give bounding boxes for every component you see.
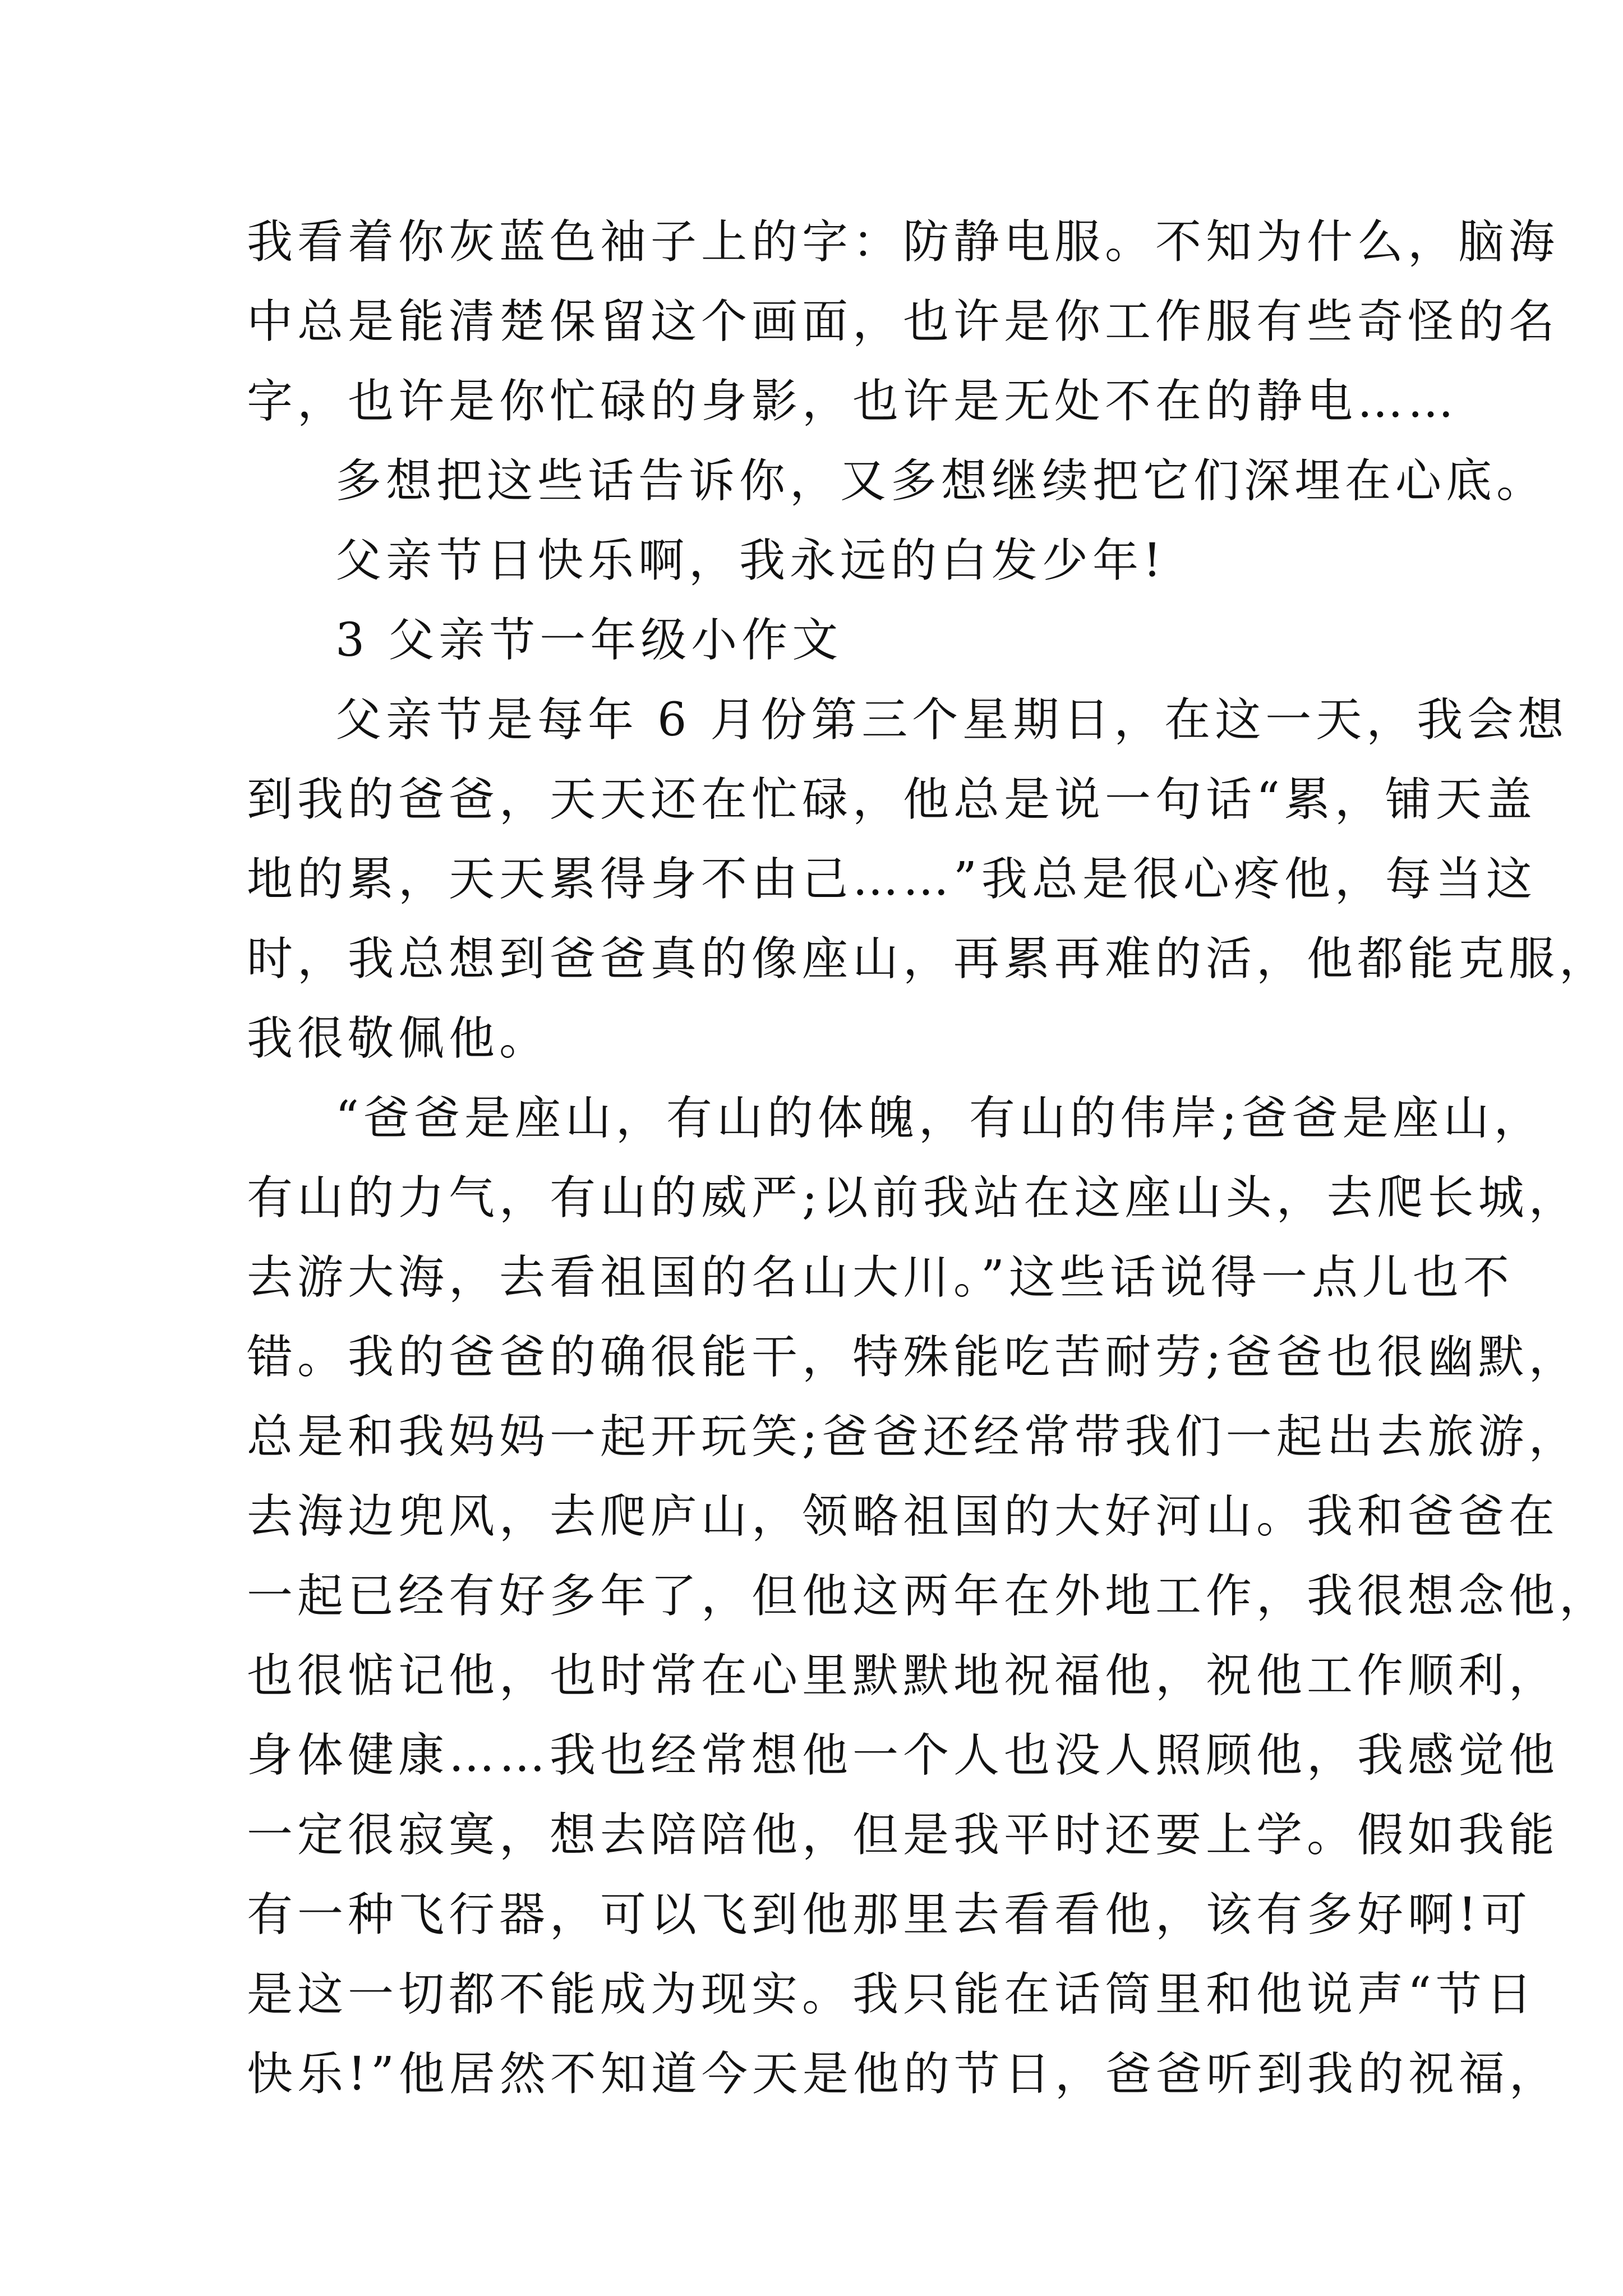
text-line: 多想把这些话告诉你，又多想继续把它们深埋在心底。 xyxy=(335,454,1547,508)
text-line: 有一种飞行器，可以飞到他那里去看看他，该有多好啊!可 xyxy=(247,1888,1532,1941)
text-line: “爸爸是座山，有山的体魄，有山的伟岸;爸爸是座山， xyxy=(335,1092,1544,1145)
text-line: 是这一切都不能成为现实。我只能在话筒里和他说声“节日 xyxy=(247,1968,1537,2021)
text-line: 父亲节日快乐啊，我永远的白发少年! xyxy=(335,534,1166,587)
text-line: 有山的力气，有山的威严;以前我站在这座山头，去爬长城， xyxy=(247,1171,1579,1225)
text-line: 错。我的爸爸的确很能干，特殊能吃苦耐劳;爸爸也很幽默， xyxy=(247,1331,1579,1384)
section-heading: 3 父亲节一年级小作文 xyxy=(335,614,843,667)
text-line: 时，我总想到爸爸真的像座山，再累再难的活，他都能克服， xyxy=(247,932,1610,986)
text-line: 身体健康……我也经常想他一个人也没人照顾他，我感觉他 xyxy=(247,1729,1560,1782)
text-line: 字，也许是你忙碌的身影，也许是无处不在的静电…… xyxy=(247,375,1459,428)
text-line: 我很敬佩他。 xyxy=(247,1012,550,1065)
text-line: 去游大海，去看祖国的名山大川。”这些话说得一点儿也不 xyxy=(247,1251,1514,1304)
text-line: 一定很寂寞，想去陪陪他，但是我平时还要上学。假如我能 xyxy=(247,1809,1560,1862)
text-line: 一起已经有好多年了，但他这两年在外地工作，我很想念他， xyxy=(247,1570,1610,1623)
text-line: 父亲节是每年 6 月份第三个星期日，在这一天，我会想 xyxy=(335,693,1569,747)
text-line: 去海边兜风，去爬庐山，领略祖国的大好河山。我和爸爸在 xyxy=(247,1490,1560,1543)
text-line: 快乐!”他居然不知道今天是他的节日，爸爸听到我的祝福， xyxy=(247,2047,1560,2101)
text-line: 地的累，天天累得身不由己……”我总是很心疼他，每当这 xyxy=(247,853,1537,906)
text-line: 中总是能清楚保留这个画面，也许是你工作服有些奇怪的名 xyxy=(247,295,1560,348)
text-line: 也很惦记他，也时常在心里默默地祝福他，祝他工作顺利， xyxy=(247,1649,1560,1703)
text-line: 到我的爸爸，天天还在忙碌，他总是说一句话“累，铺天盖 xyxy=(247,773,1537,826)
text-line: 总是和我妈妈一起开玩笑;爸爸还经常带我们一起出去旅游， xyxy=(247,1410,1579,1464)
text-line: 我看着你灰蓝色袖子上的字：防静电服。不知为什么，脑海 xyxy=(247,215,1560,269)
